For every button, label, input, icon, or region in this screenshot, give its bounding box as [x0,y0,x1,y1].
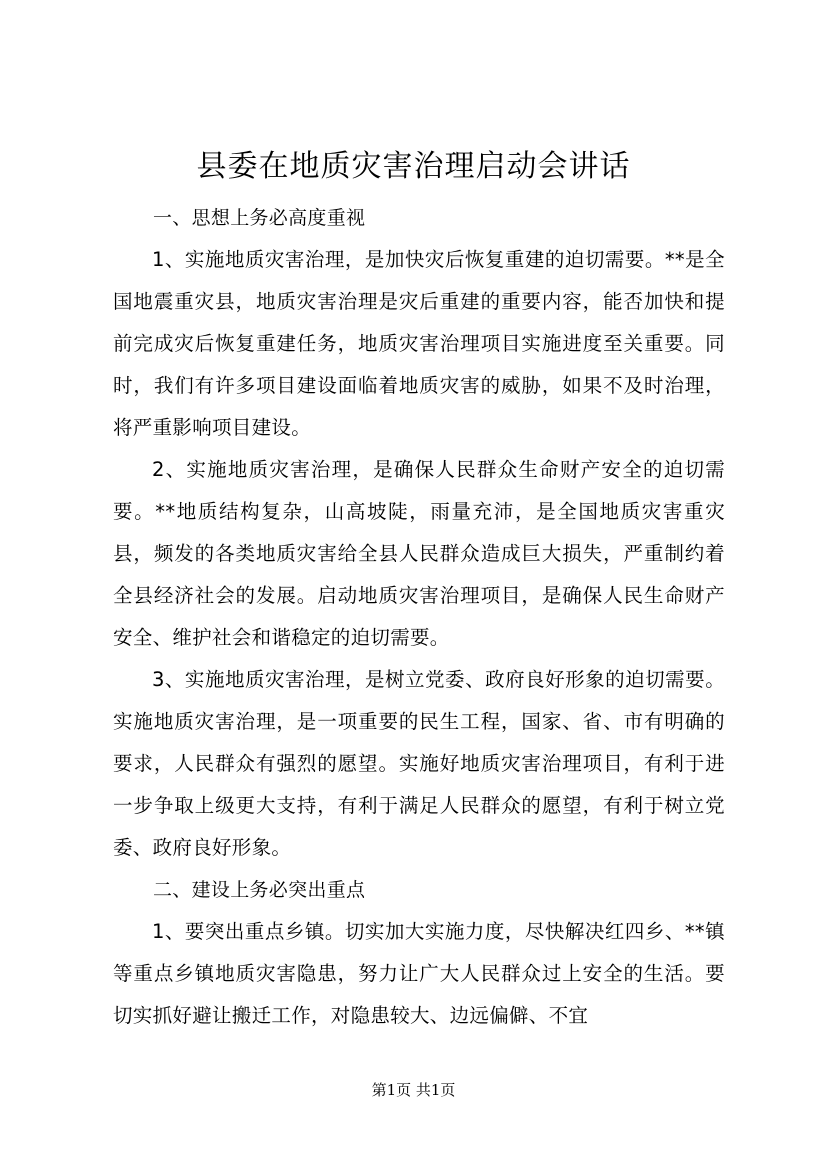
paragraph-1: 1、实施地质灾害治理，是加快灾后恢复重建的迫切需要。**是全国地震重灾县，地质灾害治理是灾后重建的重要内容，能否加快和提前完成灾后恢复重建任务，地质灾害治理项目实施进度至关重要。同时，我们有许多项目建设面临着地质灾害的威胁，如果不及时治理，将严重影响项目建设。 [113,248,725,439]
page-footer: 第1页 共1页 [371,1081,456,1099]
section-heading-2: 二、建设上务必突出重点 [153,879,366,901]
paragraph-4: 1、要突出重点乡镇。切实加大实施力度，尽快解决红四乡、**镇等重点乡镇地质灾害隐患，努力让广大人民群众过上安全的生活。要切实抓好避让搬迁工作，对隐患较大、边远偏僻、不宜 [113,920,725,1027]
section-heading-1: 一、思想上务必高度重视 [153,207,366,229]
document-body [113,197,725,1037]
document-title: 县委在地质灾害治理启动会讲话 [196,149,631,184]
paragraph-3: 3、实施地质灾害治理，是树立党委、政府良好形象的迫切需要。实施地质灾害治理，是一项重要的民生工程，国家、省、市有明确的要求，人民群众有强烈的愿望。实施好地质灾害治理项目，有利于进一步争取上级更大支持，有利于满足人民群众的愿望，有利于树立党委、政府良好形象。 [113,668,725,859]
paragraph-2: 2、实施地质灾害治理，是确保人民群众生命财产安全的迫切需要。**地质结构复杂，山高坡陡，雨量充沛，是全国地质灾害重灾县，频发的各类地质灾害给全县人民群众造成巨大损失，严重制约着全县经济社会的发展。启动地质灾害治理项目，是确保人民生命财产安全、维护社会和谐稳定的迫切需要。 [113,458,726,649]
